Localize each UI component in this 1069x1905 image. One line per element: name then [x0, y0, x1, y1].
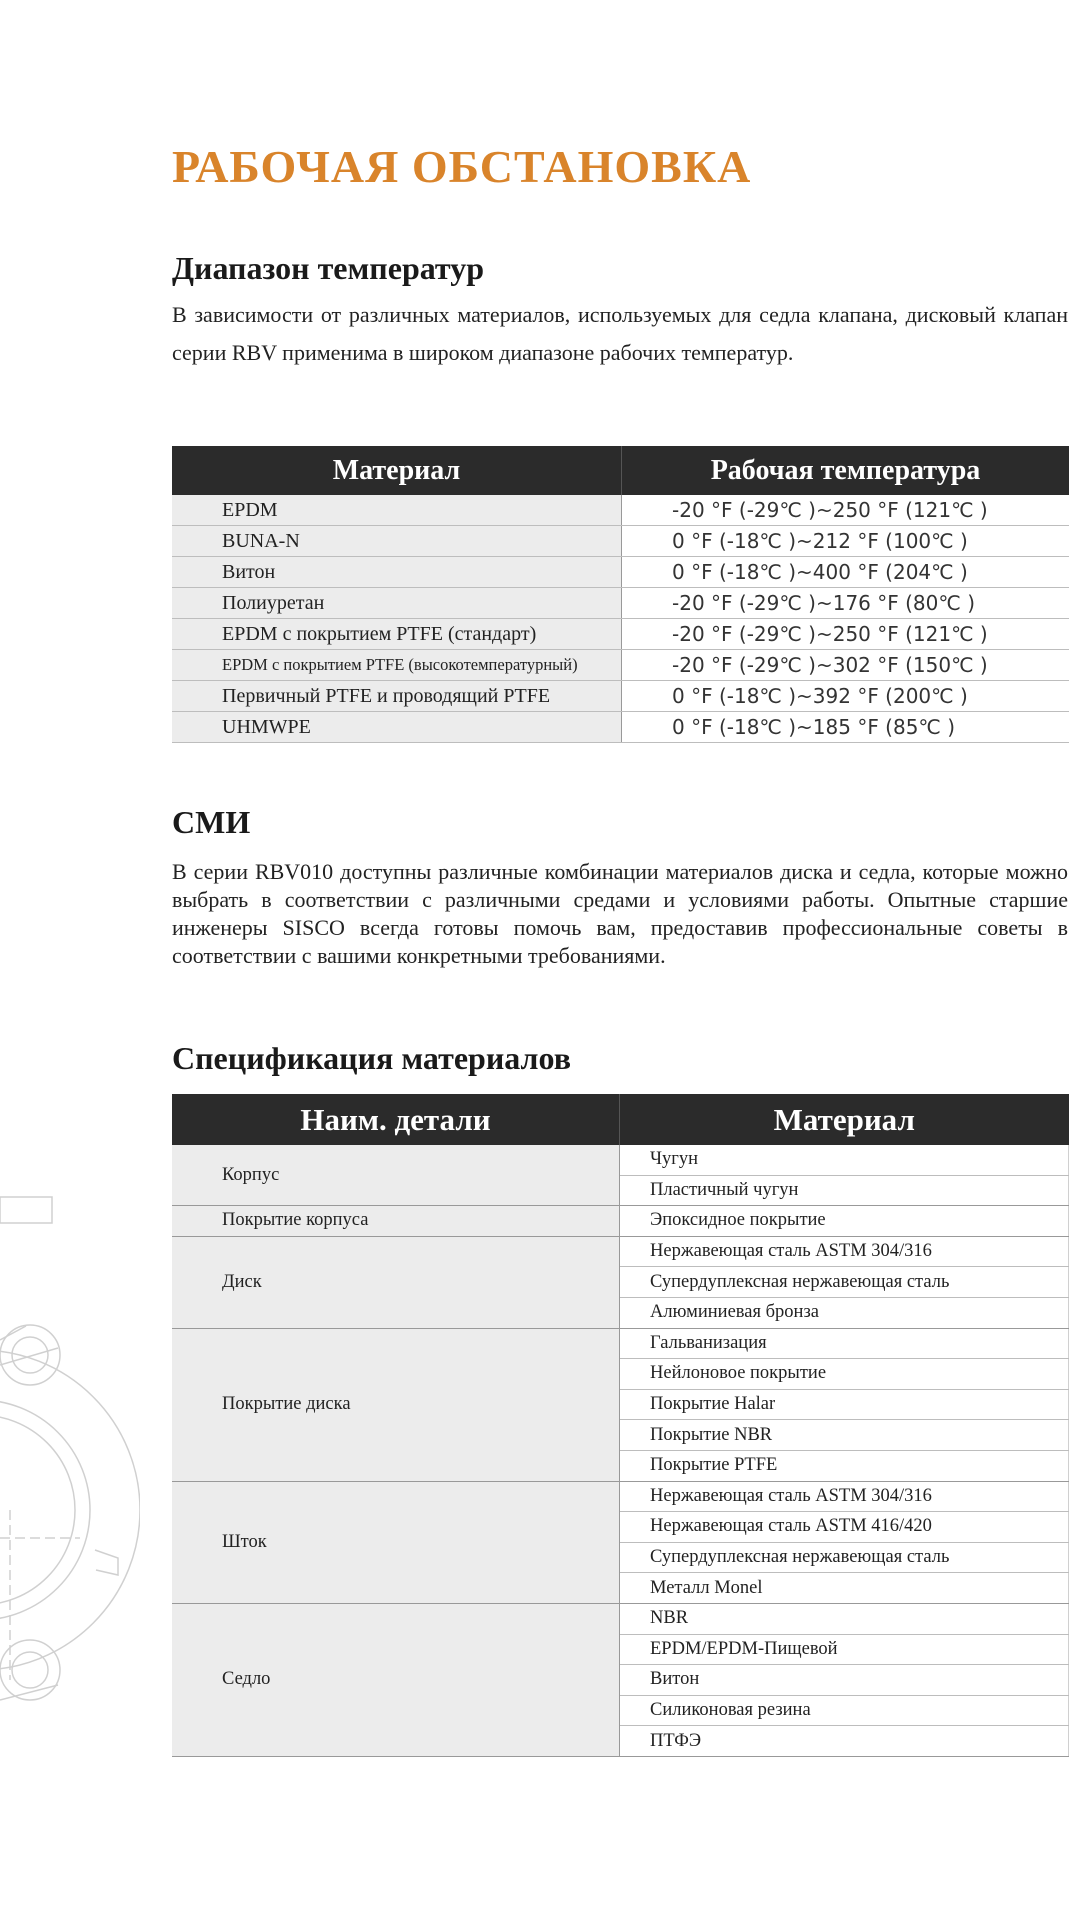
table-row	[172, 1236, 1069, 1267]
spec-heading: Спецификация материалов	[172, 1040, 571, 1076]
material-cell: Покрытие Halar	[620, 1389, 1069, 1420]
media-heading: СМИ	[172, 804, 251, 840]
table-row	[172, 650, 1069, 681]
table-row	[172, 1328, 1069, 1359]
material-cell: UHMWPE	[172, 712, 622, 743]
material-cell: Полиуретан	[172, 588, 622, 619]
table-row	[172, 1206, 1069, 1237]
material-cell: Металл Monel	[620, 1573, 1069, 1604]
table-row	[172, 526, 1069, 557]
temperature-cell: -20 °F (-29℃ )~250 °F (121℃ )	[622, 495, 1069, 526]
temperature-cell: 0 °F (-18℃ )~392 °F (200℃ )	[622, 681, 1069, 712]
material-cell: NBR	[620, 1603, 1069, 1634]
material-cell: EPDM с покрытием PTFE (стандарт)	[172, 619, 622, 650]
part-name-cell: Шток	[172, 1481, 620, 1603]
part-name-cell: Покрытие корпуса	[172, 1206, 620, 1237]
material-cell: Нержавеющая сталь ASTM 304/316	[620, 1236, 1069, 1267]
table-row	[172, 712, 1069, 743]
table-row	[172, 495, 1069, 526]
temperature-paragraph: В зависимости от различных материалов, используемых для седла клапана, дисковый клапан серии RBV применима в широком диапазоне рабочих температур.	[172, 302, 1068, 365]
table-row	[172, 619, 1069, 650]
column-header-material: Материал	[172, 446, 622, 495]
table-row	[172, 1481, 1069, 1512]
part-name-cell: Седло	[172, 1603, 620, 1756]
material-cell: Чугун	[620, 1145, 1069, 1175]
material-cell: Покрытие NBR	[620, 1420, 1069, 1451]
temperature-cell: 0 °F (-18℃ )~400 °F (204℃ )	[622, 557, 1069, 588]
material-cell: Силиконовая резина	[620, 1695, 1069, 1726]
temperature-cell: -20 °F (-29℃ )~250 °F (121℃ )	[622, 619, 1069, 650]
material-cell: ПТФЭ	[620, 1726, 1069, 1757]
material-cell: Покрытие PTFE	[620, 1450, 1069, 1481]
material-cell: Эпоксидное покрытие	[620, 1206, 1069, 1237]
part-name-cell: Корпус	[172, 1145, 620, 1206]
material-cell: Пластичный чугун	[620, 1175, 1069, 1206]
part-name-cell: Диск	[172, 1236, 620, 1328]
table-row	[172, 588, 1069, 619]
temperature-table	[172, 446, 1069, 743]
page-title: РАБОЧАЯ ОБСТАНОВКА	[172, 141, 752, 192]
table-row	[172, 681, 1069, 712]
table-row	[172, 1603, 1069, 1634]
table-header-row	[172, 1094, 1069, 1145]
material-cell: BUNA-N	[172, 526, 622, 557]
material-cell: Гальванизация	[620, 1328, 1069, 1359]
material-cell: Первичный PTFE и проводящий PTFE	[172, 681, 622, 712]
column-header-part: Наим. детали	[172, 1094, 620, 1145]
temperature-cell: -20 °F (-29℃ )~176 °F (80℃ )	[622, 588, 1069, 619]
material-cell: Супердуплексная нержавеющая сталь	[620, 1542, 1069, 1573]
table-row	[172, 1145, 1069, 1175]
column-header-temperature: Рабочая температура	[622, 446, 1069, 495]
media-paragraph: В серии RBV010 доступны различные комбинации материалов диска и седла, которые можно выбрать в соответствии с различными средами и условиями работы. Опытные старшие инженеры SISCO всегда готовы помочь вам, предоставив профессиональные советы в соответствии с вашими конкретными требованиями.	[172, 859, 1068, 968]
material-cell: Супердуплексная нержавеющая сталь	[620, 1267, 1069, 1298]
material-cell: Витон	[620, 1665, 1069, 1696]
table-header-row	[172, 446, 1069, 495]
material-cell: Нержавеющая сталь ASTM 304/316	[620, 1481, 1069, 1512]
material-cell: Алюминиевая бронза	[620, 1297, 1069, 1328]
part-name-cell: Покрытие диска	[172, 1328, 620, 1481]
column-header-material: Материал	[620, 1094, 1069, 1145]
material-cell: EPDM/EPDM-Пищевой	[620, 1634, 1069, 1665]
temperature-cell: 0 °F (-18℃ )~185 °F (85℃ )	[622, 712, 1069, 743]
material-cell: Нейлоновое покрытие	[620, 1359, 1069, 1390]
temperature-cell: 0 °F (-18℃ )~212 °F (100℃ )	[622, 526, 1069, 557]
material-cell: EPDM с покрытием PTFE (высокотемпературный)	[172, 650, 622, 681]
material-cell: Нержавеющая сталь ASTM 416/420	[620, 1512, 1069, 1543]
valve-drawing-background	[0, 1180, 140, 1740]
temperature-cell: -20 °F (-29℃ )~302 °F (150℃ )	[622, 650, 1069, 681]
table-row	[172, 557, 1069, 588]
material-cell: Витон	[172, 557, 622, 588]
material-cell: EPDM	[172, 495, 622, 526]
temperature-heading: Диапазон температур	[172, 250, 484, 286]
material-spec-table	[172, 1094, 1069, 1757]
